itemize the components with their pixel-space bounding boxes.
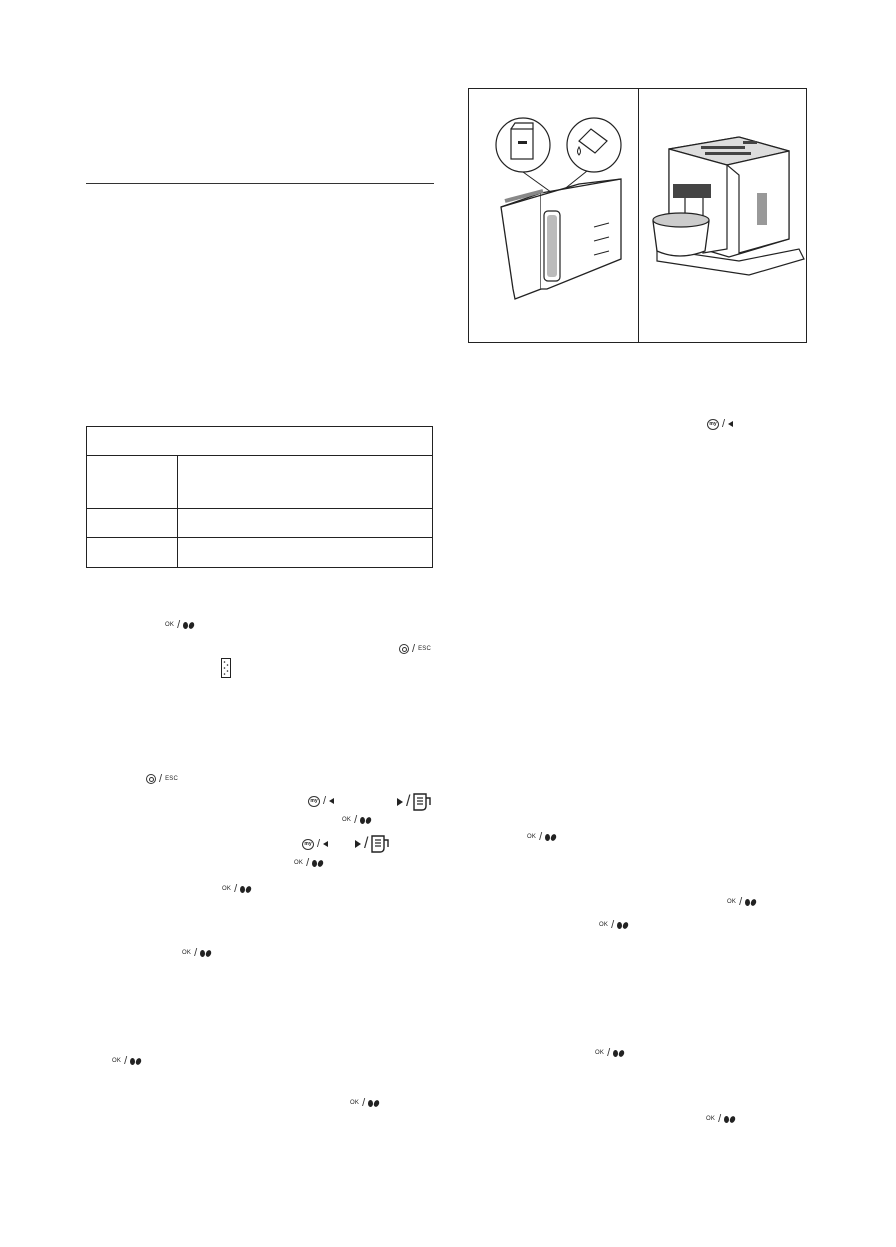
- table-cell-description: [178, 509, 433, 538]
- descale-indicator-icon: [221, 658, 231, 678]
- ok-label: OK: [222, 886, 232, 892]
- ok-label: OK: [727, 899, 737, 905]
- coffee-machine-with-container: [639, 89, 807, 342]
- slash: /: [177, 619, 181, 631]
- ok-beans-symbol: [165, 618, 194, 632]
- table-cell-level: [87, 456, 178, 509]
- ok-beans-symbol: [112, 1054, 141, 1068]
- ok-label: OK: [706, 1116, 716, 1122]
- beans-icon: [613, 1050, 624, 1057]
- slash: /: [323, 795, 327, 807]
- slash: /: [722, 418, 726, 430]
- ok-beans-symbol: [595, 1046, 624, 1060]
- left-arrow-icon: [728, 421, 733, 427]
- beans-icon: [240, 886, 251, 893]
- ok-beans-symbol: [599, 918, 628, 932]
- ok-beans-symbol: [727, 895, 756, 909]
- left-arrow-icon: [329, 798, 334, 804]
- table-cell-level: [87, 538, 178, 568]
- slash: /: [607, 1047, 611, 1059]
- my-icon: my: [308, 796, 320, 807]
- slash: /: [739, 896, 743, 908]
- table-cell-description: [178, 456, 433, 509]
- ok-beans-symbol: [294, 856, 323, 870]
- slash: /: [718, 1113, 722, 1125]
- slash: /: [194, 947, 198, 959]
- my-left-symbol: [707, 417, 733, 431]
- slash: /: [412, 643, 416, 655]
- right-arrow-icon: [355, 840, 361, 848]
- slash: /: [124, 1055, 128, 1067]
- ok-label: OK: [112, 1058, 122, 1064]
- gear-icon: [399, 644, 409, 654]
- ok-label: OK: [599, 922, 609, 928]
- descaler-and-water-tank: [469, 89, 638, 342]
- menu-page-icon: [371, 835, 389, 853]
- my-left-symbol: [302, 837, 328, 851]
- ok-beans-symbol: [527, 830, 556, 844]
- ok-label: OK: [350, 1100, 360, 1106]
- water-hardness-table: [86, 426, 433, 568]
- beans-icon: [617, 922, 628, 929]
- section-divider: [86, 183, 434, 184]
- table-cell-level: [87, 509, 178, 538]
- ok-label: OK: [294, 860, 304, 866]
- ok-beans-symbol: [182, 946, 211, 960]
- ok-beans-symbol: [706, 1112, 735, 1126]
- my-left-symbol: [308, 794, 334, 808]
- slash: /: [234, 883, 238, 895]
- my-icon: my: [707, 419, 719, 430]
- esc-label: ESC: [418, 646, 431, 652]
- my-icon: my: [302, 839, 314, 850]
- table-cell-description: [178, 538, 433, 568]
- ok-label: OK: [342, 817, 352, 823]
- beans-icon: [360, 817, 371, 824]
- beans-icon: [130, 1058, 141, 1065]
- slash: /: [406, 793, 411, 810]
- slash: /: [159, 773, 163, 785]
- beans-icon: [545, 834, 556, 841]
- beans-icon: [745, 899, 756, 906]
- slash: /: [611, 919, 615, 931]
- menu-page-icon: [413, 793, 431, 811]
- slash: /: [364, 835, 369, 852]
- ok-label: OK: [595, 1050, 605, 1056]
- ok-beans-symbol: [350, 1096, 379, 1110]
- beans-icon: [183, 622, 194, 629]
- ok-label: OK: [527, 834, 537, 840]
- slash: /: [362, 1097, 366, 1109]
- right-menu-symbol: [355, 835, 389, 853]
- beans-icon: [724, 1116, 735, 1123]
- ok-beans-symbol: [342, 813, 371, 827]
- slash: /: [317, 838, 321, 850]
- ok-label: OK: [165, 622, 175, 628]
- slash: /: [539, 831, 543, 843]
- descaling-illustration: [468, 88, 807, 343]
- right-arrow-icon: [397, 798, 403, 806]
- esc-label: ESC: [165, 776, 178, 782]
- right-menu-symbol: [397, 793, 431, 811]
- beans-icon: [368, 1100, 379, 1107]
- beans-icon: [200, 950, 211, 957]
- slash: /: [306, 857, 310, 869]
- gear-icon: [146, 774, 156, 784]
- table-header: [87, 427, 433, 456]
- left-arrow-icon: [323, 841, 328, 847]
- settings-esc-symbol: [146, 772, 178, 786]
- settings-esc-symbol: [399, 642, 431, 656]
- ok-label: OK: [182, 950, 192, 956]
- beans-icon: [312, 860, 323, 867]
- slash: /: [354, 814, 358, 826]
- ok-beans-symbol: [222, 882, 251, 896]
